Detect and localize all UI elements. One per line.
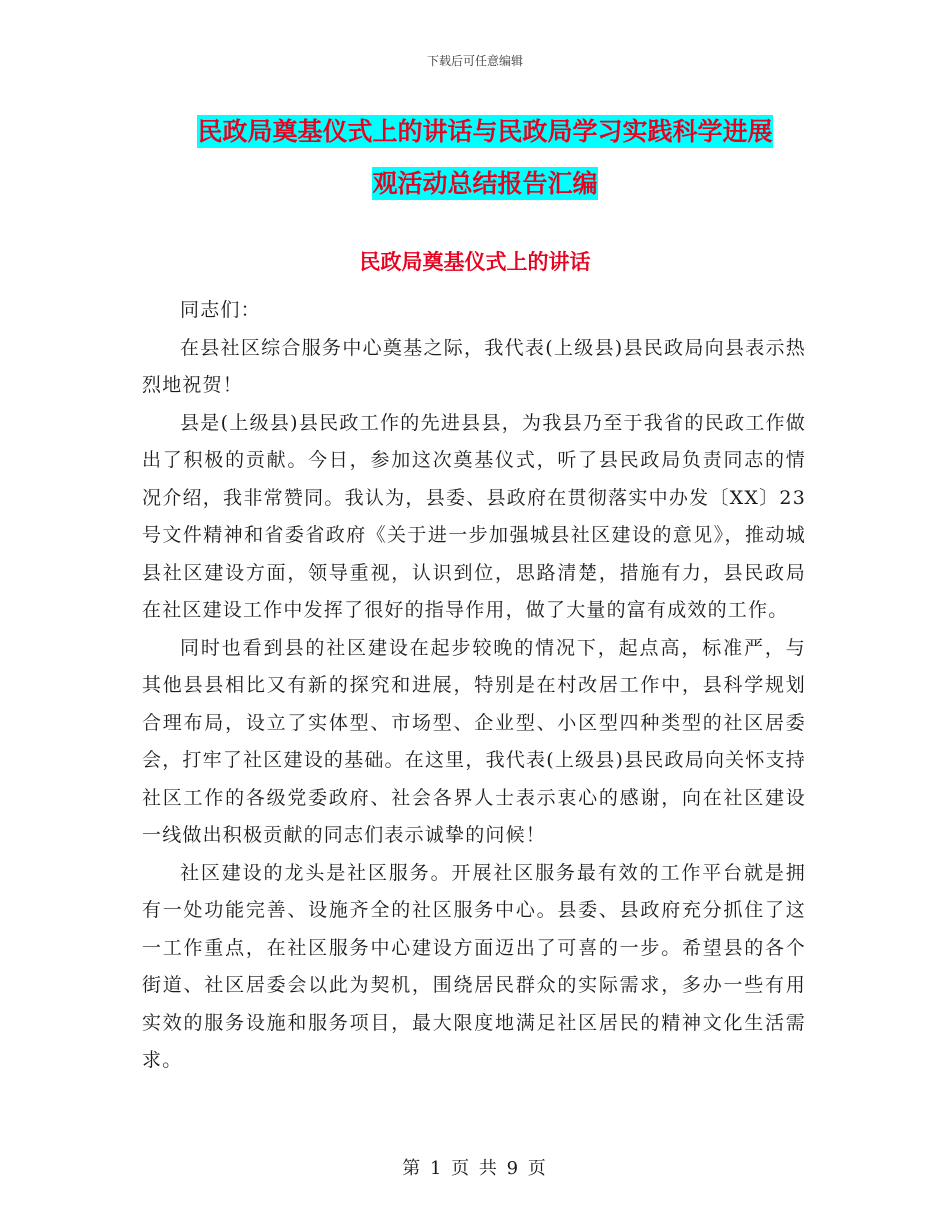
paragraph: 同时也看到县的社区建设在起步较晚的情况下，起点高，标准严，与其他县县相比又有新的探究和进展，特别是在村改居工作中，县科学规划合理布局，设立了实体型、市场型、企业型、小区型四种类型的社区居委会，打牢了社区建设的基础。在这里，我代表(上级县)县民政局向关怀支持社区工作的各级党委政府、社会各界人士表示衷心的感谢，向在社区建设一线做出积极贡献的同志们表示诚挚的问候！ bbox=[142, 636, 806, 846]
paragraph: 在县社区综合服务中心奠基之际，我代表(上级县)县民政局向县表示热烈地祝贺！ bbox=[142, 336, 806, 396]
paragraph: 社区建设的龙头是社区服务。开展社区服务最有效的工作平台就是拥有一处功能完善、设施齐全的社区服务中心。县委、县政府充分抓住了这一工作重点，在社区服务中心建设方面迈出了可喜的一步。希望县的各个街道、社区居委会以此为契机，围绕居民群众的实际需求，多办一些有用实效的服务设施和服务项目，最大限度地满足社区居民的精神文化生活需求。 bbox=[142, 861, 806, 1071]
document-title bbox=[140, 106, 830, 210]
paragraph-salutation: 同志们： bbox=[180, 299, 261, 321]
section-title: 民政局奠基仪式上的讲话 bbox=[359, 249, 591, 274]
page-header-note: 下载后可任意编辑 bbox=[426, 54, 523, 68]
document-title-line-2: 观活动总结报告汇编 bbox=[372, 169, 598, 198]
paragraph: 县是(上级县)县民政工作的先进县县，为我县乃至于我省的民政工作做出了积极的贡献。今日，参加这次奠基仪式，听了县民政局负责同志的情况介绍，我非常赞同。我认为，县委、县政府在贯彻落实中办发〔XX〕23号文件精神和省委省政府《关于进一步加强城县社区建设的意见》，推动城县社区建设方面，领导重视，认识到位，思路清楚，措施有力，县民政局在社区建设工作中发挥了很好的指导作用，做了大量的富有成效的工作。 bbox=[142, 411, 806, 621]
page-number: 第 1 页 共 9 页 bbox=[402, 1158, 548, 1179]
body-text bbox=[142, 292, 806, 1080]
document-title-line-1: 民政局奠基仪式上的讲话与民政局学习实践科学进展 bbox=[197, 117, 773, 146]
